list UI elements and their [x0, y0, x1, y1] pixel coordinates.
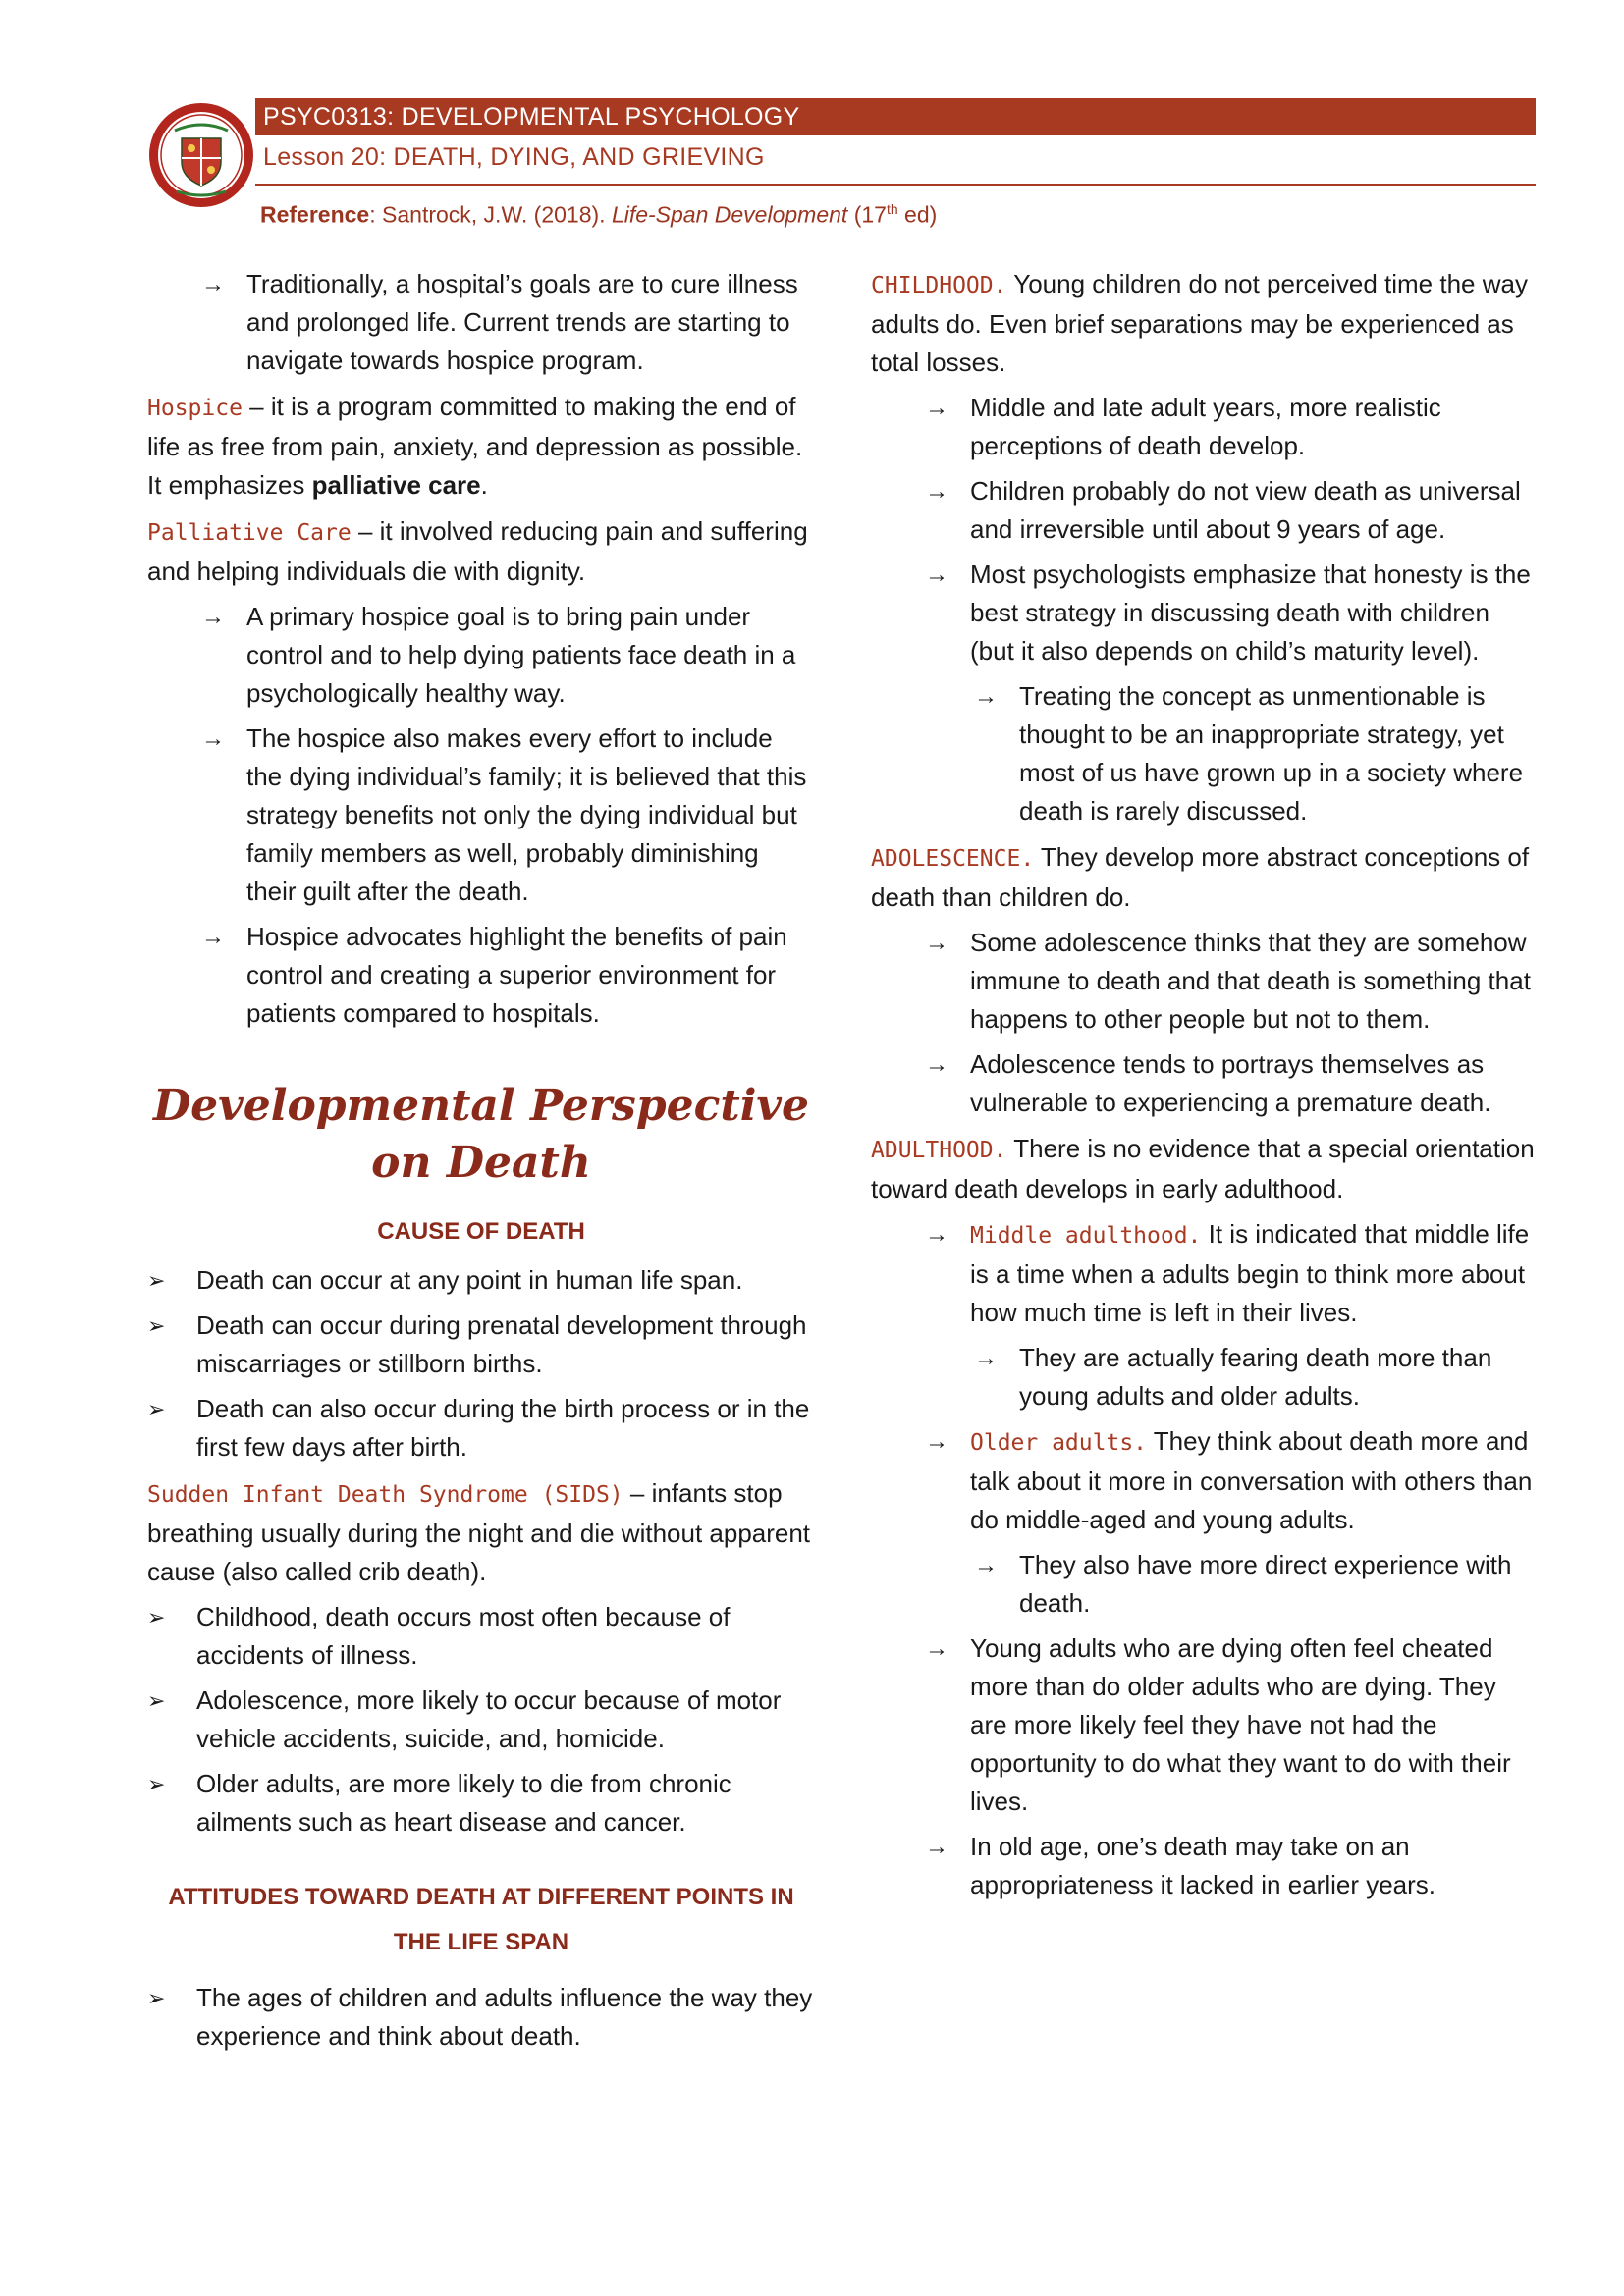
age-point-text: Childhood, death occurs most often because of accidents of illness. — [196, 1602, 731, 1670]
list-item — [147, 265, 815, 380]
middle-adulthood-text: It is indicated that middle life is a time when a adults begin to think more about how much time is left in their lives. — [970, 1219, 1530, 1327]
reference-edition-sup: th — [886, 201, 898, 217]
list-item — [871, 1422, 1539, 1539]
list-item — [147, 1390, 815, 1467]
arrow-bullet-icon: → — [925, 1051, 948, 1078]
arrow-bullet-icon: → — [201, 271, 225, 297]
arrowhead-bullet-icon: ➢ — [147, 1397, 166, 1421]
childhood-term: CHILDHOOD. — [871, 273, 1007, 298]
hospice-point-text: The hospice also makes every effort to include the dying individual’s family; it is believed that this strategy benefits not only the dying individual but family members as well, probably diminishing their guilt after the death. — [246, 723, 807, 906]
older-adults-subpoint: They also have more direct experience with death. — [1019, 1550, 1512, 1618]
list-item — [871, 1546, 1539, 1623]
university-seal-icon — [147, 101, 255, 209]
childhood-point-text: Most psychologists emphasize that honesty is the best strategy in discussing death with children (but it also depends on child’s maturity level). — [970, 560, 1531, 666]
palliative-def-text: – it involved reducing pain and suffering and helping individuals die with dignity. — [147, 516, 808, 586]
arrow-bullet-icon: → — [925, 1635, 948, 1662]
list-item — [871, 1339, 1539, 1415]
list-item — [147, 720, 815, 911]
attitudes-point-text: The ages of children and adults influence the way they experience and think about death. — [196, 1983, 813, 2051]
cause-point-text: Death can occur during prenatal development through miscarriages or stillborn births. — [196, 1310, 807, 1378]
arrow-bullet-icon: → — [925, 478, 948, 505]
arrowhead-bullet-icon: ➢ — [147, 1688, 166, 1713]
sids-definition — [147, 1474, 815, 1591]
age-point-text: Adolescence, more likely to occur because of motor vehicle accidents, suicide, and, homicide. — [196, 1685, 782, 1753]
age-point-text: Older adults, are more likely to die from chronic ailments such as heart disease and cancer. — [196, 1769, 731, 1837]
adulthood-term: ADULTHOOD. — [871, 1138, 1007, 1163]
childhood-def-text: Young children do not perceived time the way adults do. Even brief separations may be experienced as total losses. — [871, 269, 1528, 377]
header-divider — [255, 184, 1536, 186]
list-item — [147, 598, 815, 713]
list-item — [147, 918, 815, 1033]
childhood-definition — [871, 265, 1539, 382]
older-adults-term: Older adults. — [970, 1430, 1148, 1456]
list-item — [147, 1261, 815, 1300]
list-item — [147, 1598, 815, 1675]
list-item — [871, 472, 1539, 549]
arrowhead-bullet-icon: ➢ — [147, 1313, 166, 1338]
hospice-point-text: Hospice advocates highlight the benefits of pain control and creating a superior environment for patients compared to hospitals. — [246, 922, 787, 1028]
adolescence-term: ADOLESCENCE. — [871, 846, 1035, 872]
arrow-bullet-icon: → — [201, 604, 225, 630]
hospice-point-text: A primary hospice goal is to bring pain under control and to help dying patients face death in a psychologically healthy way. — [246, 602, 796, 708]
list-item — [147, 1765, 815, 1842]
palliative-term: Palliative Care — [147, 520, 352, 546]
arrow-bullet-icon: → — [974, 1345, 998, 1371]
list-item — [871, 1215, 1539, 1332]
list-item — [871, 1828, 1539, 1904]
arrowhead-bullet-icon: ➢ — [147, 1268, 166, 1293]
list-item — [147, 1979, 815, 2056]
sids-term: Sudden Infant Death Syndrome (SIDS) — [147, 1482, 623, 1508]
arrow-bullet-icon: → — [974, 683, 998, 710]
older-adults-text: They think about death more and talk about it more in conversation with others than do middle-aged and young adults. — [970, 1426, 1533, 1534]
adolescence-definition — [871, 838, 1539, 917]
reference-line — [260, 201, 937, 229]
reference-label: Reference — [260, 201, 370, 228]
cause-point-text: Death can also occur during the birth process or in the first few days after birth. — [196, 1394, 810, 1462]
arrowhead-bullet-icon: ➢ — [147, 1605, 166, 1629]
childhood-subpoint-text: Treating the concept as unmentionable is thought to be an inappropriate strategy, yet most of us have grown up in a society where death is rarely discussed. — [1019, 681, 1524, 826]
arrow-bullet-icon: → — [925, 395, 948, 421]
arrowhead-bullet-icon: ➢ — [147, 1986, 166, 2010]
list-item — [871, 389, 1539, 465]
left-column — [147, 265, 815, 2056]
list-item — [871, 924, 1539, 1039]
arrow-bullet-icon: → — [925, 1428, 948, 1455]
arrow-bullet-icon: → — [201, 725, 225, 752]
list-item — [871, 556, 1539, 670]
reference-author: : Santrock, J.W. (2018). — [369, 201, 612, 228]
palliative-care-bold: palliative care — [311, 470, 481, 500]
hospice-def-end: . — [480, 470, 488, 500]
palliative-definition — [147, 512, 815, 591]
attitudes-heading: ATTITUDES TOWARD DEATH AT DIFFERENT POINTS IN THE LIFE SPAN — [168, 1884, 794, 1955]
hospice-definition — [147, 388, 815, 505]
cause-point-text: Death can occur at any point in human life span. — [196, 1265, 743, 1295]
arrow-bullet-icon: → — [925, 1221, 948, 1248]
list-item — [147, 1307, 815, 1383]
middle-adulthood-term: Middle adulthood. — [970, 1223, 1202, 1249]
reference-edition-open: (17 — [847, 201, 887, 228]
adolescence-point-text: Some adolescence thinks that they are somehow immune to death and that death is something that happens to other people but not to them. — [970, 928, 1531, 1034]
reference-edition-close: ed) — [897, 201, 938, 228]
arrow-bullet-icon: → — [925, 561, 948, 588]
middle-adulthood-subpoint: They are actually fearing death more than young adults and older adults. — [1019, 1343, 1492, 1411]
hospital-goals-text: Traditionally, a hospital’s goals are to cure illness and prolonged life. Current trends are starting to navigate towards hospice program. — [246, 269, 798, 375]
lesson-title: Lesson 20: DEATH, DYING, AND GRIEVING — [263, 143, 765, 171]
list-item — [147, 1682, 815, 1758]
childhood-point-text: Middle and late adult years, more realistic perceptions of death develop. — [970, 393, 1441, 460]
hospice-term: Hospice — [147, 396, 243, 421]
section-title: Developmental Perspective on Death — [153, 1081, 809, 1188]
reference-book-title: Life-Span Development — [611, 201, 848, 228]
adulthood-definition — [871, 1130, 1539, 1208]
adulthood-def-text: There is no evidence that a special orientation toward death develops in early adulthood. — [871, 1134, 1535, 1203]
arrow-bullet-icon: → — [974, 1552, 998, 1578]
list-item — [871, 677, 1539, 830]
young-adults-text: Young adults who are dying often feel cheated more than do older adults who are dying. They are more likely feel they have not had the opportunity to do what they want to do with their lives. — [970, 1633, 1511, 1816]
list-item — [871, 1629, 1539, 1821]
adolescence-point-text: Adolescence tends to portrays themselves as vulnerable to experiencing a premature death. — [970, 1049, 1491, 1117]
adolescence-def-text: They develop more abstract conceptions of death than children do. — [871, 842, 1530, 912]
right-column — [871, 265, 1539, 1904]
arrow-bullet-icon: → — [201, 924, 225, 950]
course-title: PSYC0313: DEVELOPMENTAL PSYCHOLOGY — [255, 98, 1536, 135]
arrow-bullet-icon: → — [925, 1834, 948, 1860]
arrowhead-bullet-icon: ➢ — [147, 1772, 166, 1796]
childhood-point-text: Children probably do not view death as universal and irreversible until about 9 years of age. — [970, 476, 1521, 544]
list-item — [871, 1045, 1539, 1122]
sids-def-text: – infants stop breathing usually during the night and die without apparent cause (also called crib death). — [147, 1478, 811, 1586]
cause-of-death-heading: CAUSE OF DEATH — [377, 1218, 585, 1245]
hospice-def-text: – it is a program committed to making the end of life as free from pain, anxiety, and depression as possible. It emphasizes — [147, 392, 803, 500]
old-age-text: In old age, one’s death may take on an appropriateness it lacked in earlier years. — [970, 1832, 1436, 1899]
arrow-bullet-icon: → — [925, 930, 948, 956]
